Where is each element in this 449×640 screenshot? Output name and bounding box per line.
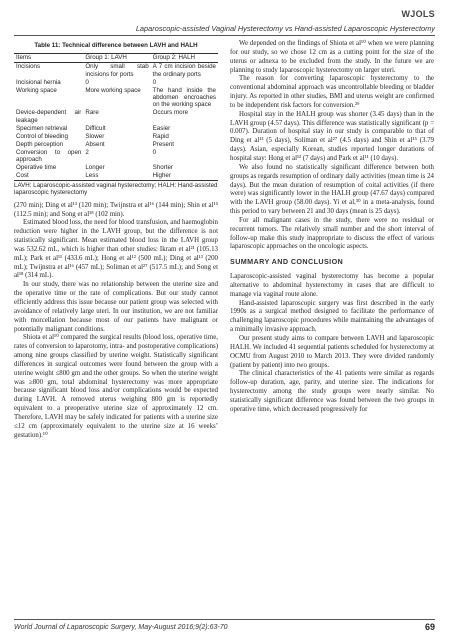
body-paragraph: For all malignant cases in the study, there were no residual or recurrent tumors. The relatively small number and the short interval of follow-up make this study inappropriate to discuss the effect of various laparoscopic approaches on the oncologic aspects. <box>230 216 434 251</box>
section-heading: SUMMARY AND CONCLUSION <box>230 257 344 267</box>
table-cell: Difficult <box>85 124 106 132</box>
table-cell: Operative time <box>16 164 57 172</box>
table-cell: Depth perception <box>16 140 64 148</box>
table-cell: Incisions <box>16 63 41 71</box>
table-row <box>14 124 218 132</box>
table-cell: Absent <box>85 140 105 148</box>
table-cell: More working space <box>85 86 141 94</box>
table-cell: 0 <box>85 78 89 86</box>
table-cell: Specimen retrieval <box>16 124 68 132</box>
table-cell: Occurs more <box>152 109 189 117</box>
table-row <box>14 132 218 140</box>
table-cell: A 7 cm incision beside the ordinary ports <box>152 63 216 78</box>
table-row <box>14 164 218 172</box>
header-rule <box>14 35 435 36</box>
table-row <box>14 86 218 109</box>
table-cell: Rare <box>85 109 99 117</box>
comparison-table <box>14 53 218 181</box>
body-paragraph: The clinical characteristics of the 41 patients were similar as regards follow-up duration, age, parity, and uterine size. The indications for hysterectomy among the study groups were nearly similar. No statistically significant difference was found between the two groups in operative time, which decreased progressively for <box>230 370 434 413</box>
table-cell: Cost <box>14 172 83 181</box>
table-cell: The hand inside the abdomen encroaches on the working space <box>152 86 216 109</box>
body-paragraph: Estimated blood loss, the need for blood transfusion, and haemoglobin reduction were higher in the LAVH group, but the difference is not statistically significant. Mean estimated blood loss in the LAVH group was 532.62 mL, which is higher than other studies: Ikram et al²¹ (105.13 mL); Park et al¹¹ (433.6 mL); Hong et al¹² (500 mL); Ding et al¹³ (200 mL); Twijnstra et al¹⁶ (457 mL); Soliman et al²⁷ (517.5 mL); and Song et al¹⁸ (314 mL). <box>14 219 218 280</box>
body-paragraph: Shiota et al¹⁰ compared the surgical results (blood loss, operative time, rates of conversion to laparotomy, intra- and postoperative complications) among nine groups classified by uterine weight. Statistically significant differences in surgical outcomes were found between the group with a uterine weight ≤800 gm and the other groups. So when the uterine weight was ≥800 gm, total abdominal hysterectomy was more appropriate because significant blood loss and/or complications would be expected during LAVH. A removed uterus weighing 800 gm is reportedly equivalent to a preoperative uterine size of approximately 12 cm. Therefore, LAVH may be safely indicated for patients with a uterine size ≤12 cm (approximately equivalent to the uterine size at 16 weeks’ gestation).¹⁰ <box>14 334 218 439</box>
body-paragraph: Our present study aims to compare between LAVH and laparoscopic HALH. We included 41 sequential patients scheduled for hysterectomy at OCMU from August 2010 to March 2013. They were divided randomly (patient by patient) into two groups. <box>230 335 434 369</box>
table-header-cell: Items <box>14 53 83 62</box>
footer-rule <box>14 619 435 620</box>
table-row <box>14 148 218 163</box>
body-paragraph: Hospital stay in the HALH group was shorter (3.45 days) than in the LAVH group (4.57 days). This difference was statistically significant (p = 0.007). Duration of hospital stay in our study is comparable to that of Ding et al¹³ (5 days), Soliman et al²⁷ (4.5 days) and Shin et al¹⁵ (3.79 days). Asian, especially Korean, studies reported longer durations of hospital stay: Hong et al¹² (7 days) and Park et al¹¹ (10 days). <box>230 110 434 162</box>
table-cell: Only small stab incisions for ports <box>85 63 149 78</box>
body-paragraph: The reason for converting laparoscopic hysterectomy to the conventional abdominal approach was uncontrollable bleeding or bladder injury. As reported in other studies, BMI and uterus weight are confirmed to be independent risk factors for conversion.²⁹ <box>230 75 434 109</box>
body-paragraph: Laparoscopic-assisted vaginal hysterectomy has become a popular alternative to abdominal hysterectomy in cases that are difficult to manage via vaginal route alone. <box>230 273 434 298</box>
table-header-cell: Group 1: LAVH <box>83 53 150 62</box>
table-cell: Conversion to open approach <box>16 148 82 164</box>
table-row <box>14 78 218 86</box>
body-paragraph: We depended on the findings of Shiota et al¹⁰ when we were planning for our study, so we chose 12 cm as a cutting point for the size of the uterus or adnexa to be excluded from the study. In the future we are planning to study laparoscopic hysterectomy on larger uteri. <box>230 40 434 74</box>
table-cell: Working space <box>16 86 57 94</box>
table-cell: Slower <box>85 132 105 140</box>
table-cell: 0 <box>152 78 157 86</box>
table-footnote: LAVH: Laparoscopic-assisted vaginal hysterectomy; HALH: Hand-assisted laparoscopic hysterectomy <box>14 181 218 197</box>
table-caption: Table 11: Technical difference between LAVH and HALH <box>34 42 198 49</box>
table-row <box>14 62 218 78</box>
table-cell: Less <box>83 172 150 181</box>
table-cell: Shorter <box>152 164 173 172</box>
body-paragraph: We also found no statistically significant difference between both groups as regards resumption of ordinary daily activities (mean time is 24 days). But the mean duration of resumption of coital activities (if there were) was significantly lower in the HALH group (47.67 days) compared with the LAVH group (58.00 days). Yi et al,³⁰ in a meta-analysis, found this period to vary between 21 and 30 days (mean is 25 days). <box>230 163 434 216</box>
table-cell: Longer <box>85 164 105 172</box>
page-number: 69 <box>424 622 435 632</box>
table-cell: Easier <box>152 124 171 132</box>
table-header-row <box>14 53 218 62</box>
table-header-cell: Group 2: HALH <box>151 53 218 62</box>
table-row <box>14 109 218 124</box>
table-cell: Higher <box>151 172 218 181</box>
table-cell: Control of bleeding <box>16 132 68 140</box>
table-cell: Present <box>152 140 174 148</box>
footer-journal-citation: World Journal of Laparoscopic Surgery, May-August 2016;9(2):63-70 <box>14 624 228 631</box>
table-cell: Device-dependent air leakage <box>16 109 82 124</box>
body-paragraph: Hand-assisted laparoscopic surgery was first described in the early 1990s as a surgical method designed to facilitate the performance of challenging laparoscopic procedures while maintaining the advantages of a minimally invasive approach. <box>230 299 434 334</box>
body-paragraph: (270 min); Ding et al¹³ (120 min); Twijnstra et al¹⁶ (144 min); Shin et al¹⁵ (112.5 min); and Song et al¹⁸ (102 min). <box>14 201 218 218</box>
table-cell: Rapid <box>152 132 169 140</box>
table-cell: Incisional hernia <box>16 78 61 86</box>
table-row <box>14 140 218 148</box>
right-column <box>230 40 434 415</box>
table-row <box>14 172 218 181</box>
left-column <box>14 40 218 440</box>
table-cell: 0 <box>152 148 157 156</box>
running-title: Laparoscopic-assisted Vaginal Hysterectomy vs Hand-assisted Laparoscopic Hysterectomy <box>135 24 435 33</box>
journal-brand: WJOLS <box>401 9 435 19</box>
body-paragraph: In our study, there was no relationship between the uterine size and the operative time or the rate of complications. But our study cannot efficiently address this issue because our patient group was selected with avoidance of relatively large uteri. In our institution, we are not familiar with morcellation because most of our patients have malignant or potentially malignant conditions. <box>14 281 218 333</box>
table-cell: 2 <box>85 148 89 156</box>
